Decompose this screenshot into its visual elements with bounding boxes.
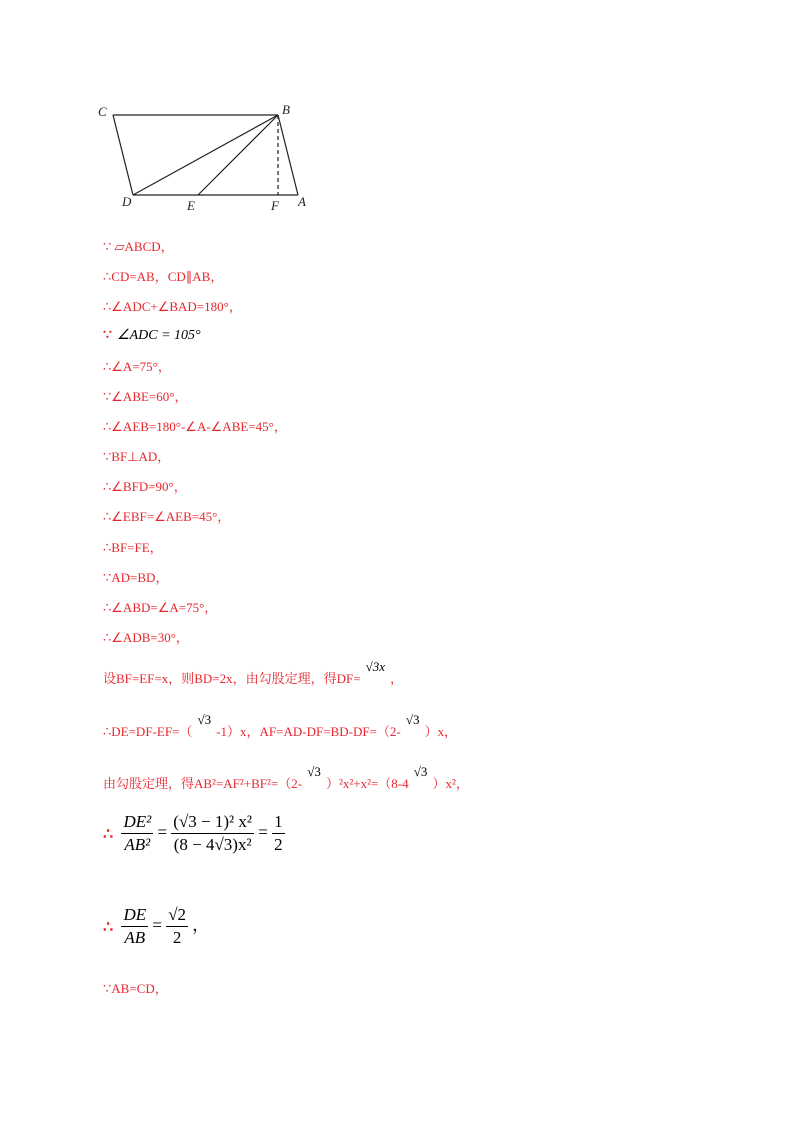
line17-text-c: ）x²， <box>432 776 469 791</box>
proof-line-13: ∴∠ABD=∠A=75°， <box>103 600 218 615</box>
equation-ratio-squared: ∴ $\frac{\text{DE²}}{\text{AB²}}$ = $\frac{\text{(√3 − 1)² x²}}{\text{(8 − 4√3)x²}}$ = $\frac{1}{2}$ <box>103 812 283 854</box>
angle-adc-value: ∠ADC = 105° <box>117 328 201 343</box>
line15-text-b: ， <box>390 671 404 686</box>
fraction-sqrt2-over-2 <box>166 905 188 948</box>
fraction-de-ab <box>121 905 148 948</box>
proof-line-14: ∴∠ADB=30°， <box>103 630 189 645</box>
segment-BE <box>198 115 278 195</box>
label-D: D <box>122 194 132 209</box>
therefore-symbol: ∴ <box>103 825 114 843</box>
segment-CD <box>113 115 133 195</box>
fraction-numerator: √2 <box>166 905 188 927</box>
proof-line-15 <box>103 659 404 687</box>
proof-line-9: ∴∠BFD=90°， <box>103 479 187 494</box>
fraction-denominator: AB² <box>124 835 151 854</box>
fraction-denominator: 2 <box>274 835 283 854</box>
label-C: C <box>98 104 107 119</box>
fraction-numerator: DE <box>121 905 148 927</box>
proof-line-7: ∴∠AEB=180°-∠A-∠ABE=45°， <box>103 419 287 434</box>
segment-BD <box>133 115 278 195</box>
line16-sqrt3-b: √3 <box>405 712 420 727</box>
fraction-denominator: 2 <box>172 928 182 947</box>
line16-text-a: ∴DE=DF-EF=（ <box>103 724 193 739</box>
proof-line-10: ∴∠EBF=∠AEB=45°， <box>103 509 231 524</box>
label-E: E <box>187 198 195 213</box>
proof-line-8: ∵BF⊥AD， <box>103 449 171 464</box>
proof-line-17 <box>103 764 469 792</box>
line16-text-c: ）x， <box>424 724 458 739</box>
line16-text-b: -1）x，AF=AD-DF=BD-DF=（2- <box>216 724 401 739</box>
line17-sqrt3-b: √3 <box>413 764 428 779</box>
proof-line-6: ∵∠ABE=60°， <box>103 389 188 404</box>
label-F: F <box>271 198 279 213</box>
line17-text-a: 由勾股定理，得AB²=AF²+BF²=（2- <box>103 776 303 791</box>
fraction-denominator: (8 − 4√3)x² <box>173 835 252 854</box>
therefore-symbol: ∴ <box>103 918 114 936</box>
proof-line-1: ∵ ▱ABCD， <box>103 239 174 254</box>
proof-line-4 <box>103 324 201 344</box>
proof-line-12: ∵AD=BD， <box>103 570 169 585</box>
fraction-expanded <box>171 812 254 855</box>
fraction-de2-ab2 <box>121 812 153 855</box>
line15-sqrt3x: √3x <box>365 659 386 674</box>
label-A: A <box>298 194 306 209</box>
line17-text-b: ）²x²+x²=（8-4 <box>325 776 409 791</box>
proof-line-3: ∴∠ADC+∠BAD=180°， <box>103 299 242 314</box>
equation-ratio: ∴ $\frac{DE}{AB}$ = $\frac{√2}{2}$ ， <box>103 905 210 947</box>
fraction-numerator: 1 <box>272 812 285 834</box>
parallelogram-figure <box>95 100 325 215</box>
proof-line-5: ∴∠A=75°， <box>103 359 171 374</box>
proof-line-20: ∵AB=CD， <box>103 981 168 996</box>
line15-text-a: 设BF=EF=x，则BD=2x，由勾股定理，得DF= <box>103 671 361 686</box>
equation-tail: ， <box>192 915 210 935</box>
fraction-one-half <box>272 812 285 855</box>
segment-BA <box>278 115 298 195</box>
because-symbol: ∵ <box>103 328 112 343</box>
proof-line-11: ∴BF=FE， <box>103 540 163 555</box>
fraction-numerator: (√3 − 1)² x² <box>171 812 254 834</box>
fraction-denominator: AB <box>124 928 146 947</box>
fraction-numerator: DE² <box>121 812 153 834</box>
proof-line-16 <box>103 712 458 740</box>
label-B: B <box>282 102 290 117</box>
line16-sqrt3-a: √3 <box>197 712 212 727</box>
proof-line-2: ∴CD=AB，CD∥AB， <box>103 269 224 284</box>
line17-sqrt3-a: √3 <box>307 764 321 779</box>
